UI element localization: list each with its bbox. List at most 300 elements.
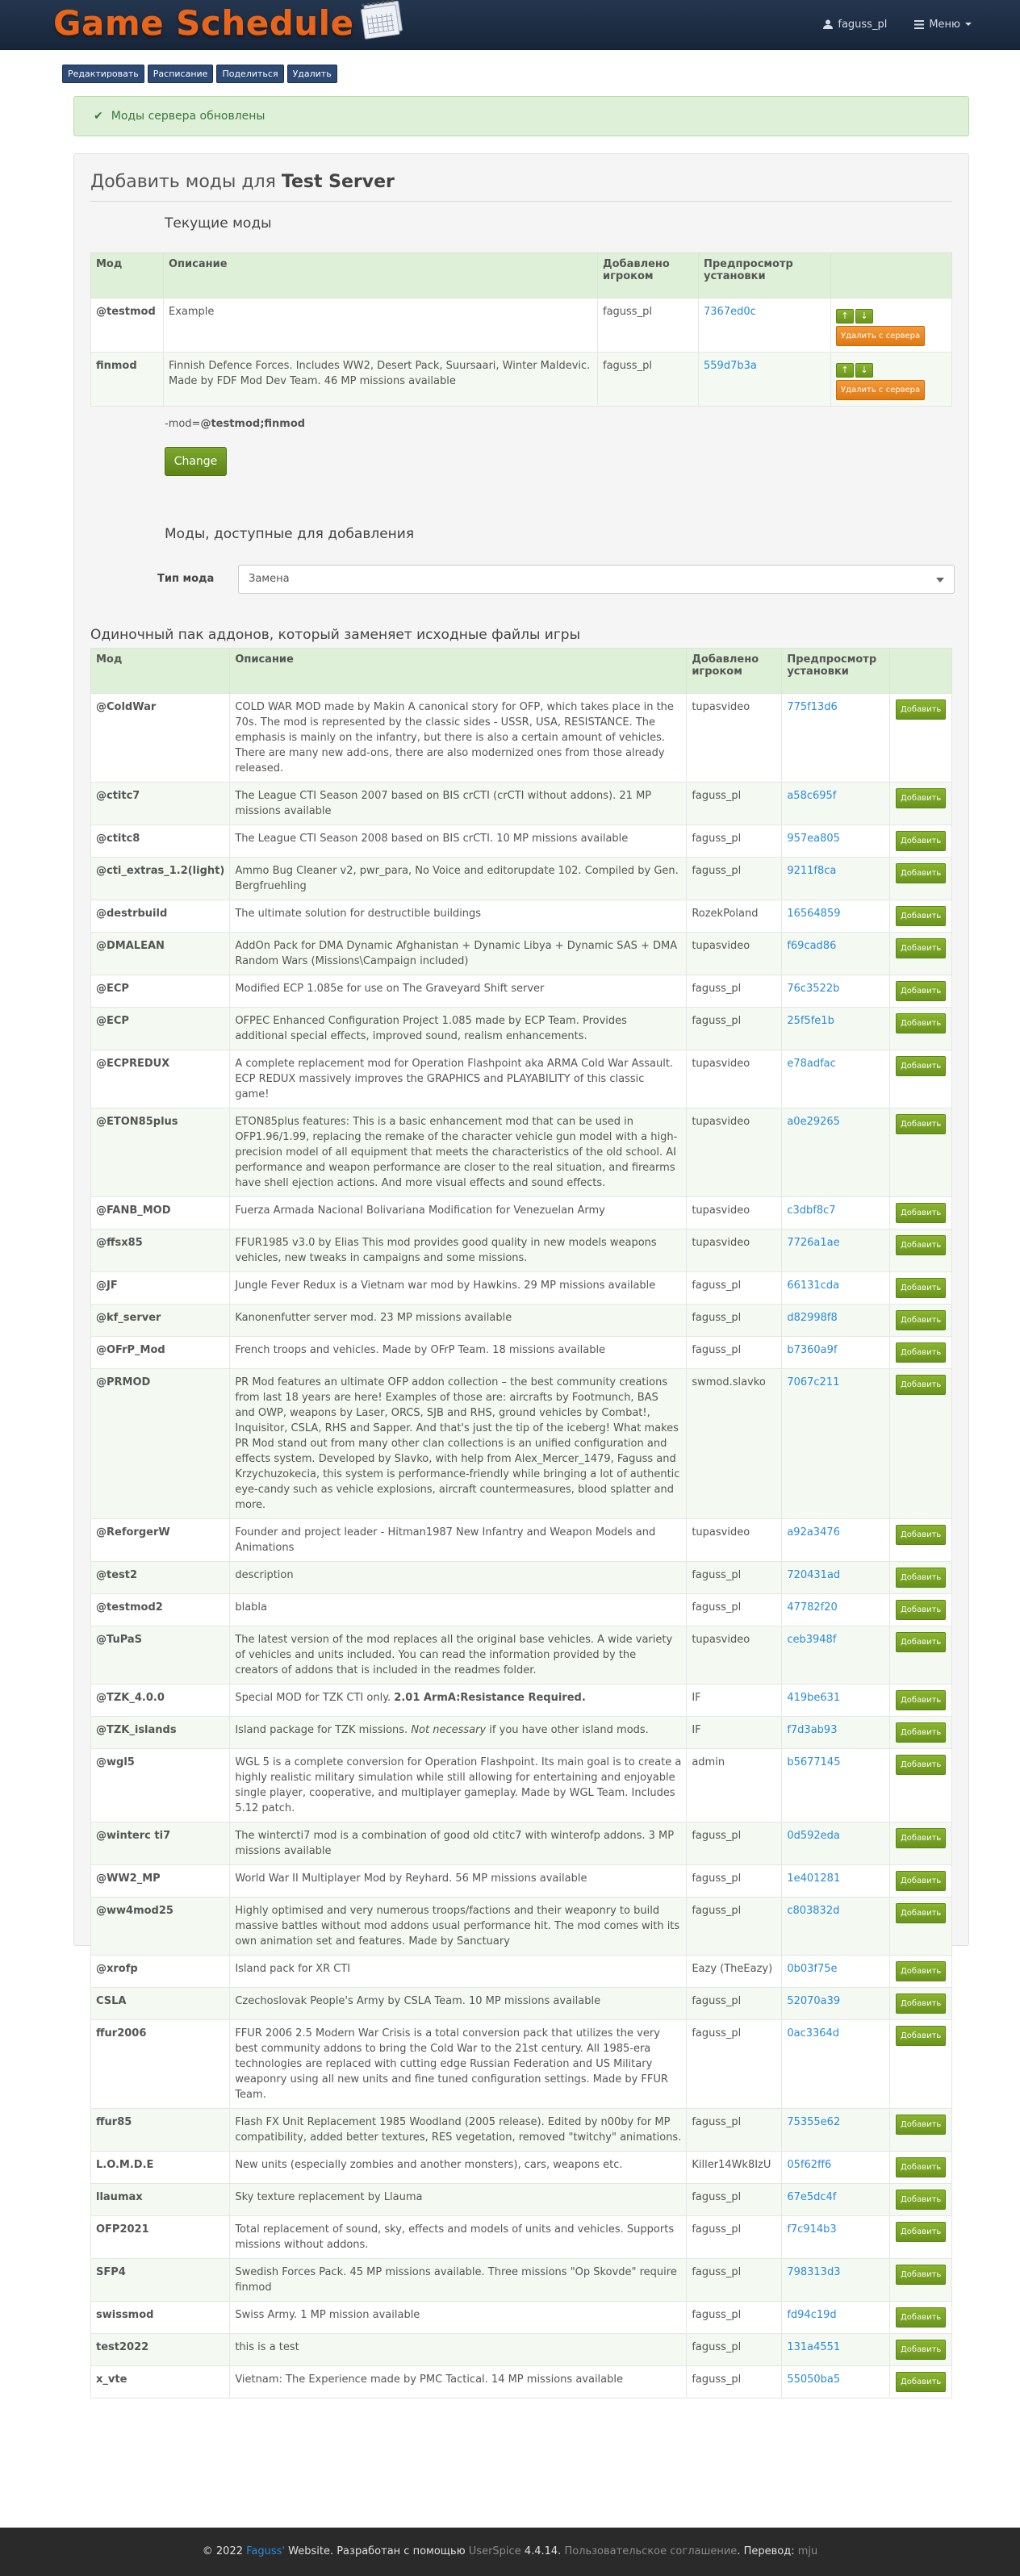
current-mods-table-wrap (90, 253, 952, 407)
add-mod-button[interactable]: Добавить (896, 1114, 946, 1134)
add-mod-button[interactable]: Добавить (896, 2340, 946, 2360)
col-mod: Мод (91, 649, 230, 694)
add-mod-button[interactable]: Добавить (896, 1722, 946, 1743)
add-mod-button[interactable]: Добавить (896, 1828, 946, 1848)
add-mod-button[interactable]: Добавить (896, 1632, 946, 1652)
mod-preview (782, 1305, 890, 1337)
mod-added-by: tupasvideo (687, 694, 782, 783)
mod-actions (890, 1337, 952, 1369)
add-mod-button[interactable]: Добавить (896, 699, 946, 720)
mod-added-by: Eazy (TheEazy) (687, 1956, 782, 1988)
preview-link[interactable]: 7726a1ae (787, 1237, 840, 1249)
add-mod-button[interactable]: Добавить (896, 2190, 946, 2210)
mod-name: SFP4 (91, 2259, 230, 2302)
mod-added-by: faguss_pl (687, 2366, 782, 2399)
remove-from-server-button[interactable]: Удалить с сервера (836, 380, 925, 400)
mod-preview (782, 825, 890, 858)
add-mod-button[interactable]: Добавить (896, 1235, 946, 1255)
available-mod-row (91, 783, 952, 825)
caret-down-icon (965, 23, 972, 26)
mod-actions (890, 2302, 952, 2334)
mod-description: The League CTI Season 2007 based on BIS crCTI (crCTI without addons). 21 MP missions available (230, 783, 687, 825)
preview-link[interactable]: ceb3948f (787, 1634, 837, 1646)
add-mod-button[interactable]: Добавить (896, 1342, 946, 1363)
mod-preview (782, 1050, 890, 1108)
mod-added-by: faguss_pl (687, 2259, 782, 2302)
mod-preview (782, 2152, 890, 2184)
add-mod-button[interactable]: Добавить (896, 831, 946, 851)
col-desc: Описание (230, 649, 687, 694)
preview-link[interactable]: 05f62ff6 (787, 2159, 832, 2171)
mod-actions (890, 2020, 952, 2109)
available-mod-row (91, 1050, 952, 1108)
mod-name: @WW2_MP (91, 1865, 230, 1898)
alert-text: Моды сервера обновлены (111, 110, 265, 123)
add-mod-button[interactable]: Добавить (896, 788, 946, 808)
username[interactable]: faguss_pl (838, 18, 888, 31)
add-mod-button[interactable]: Добавить (896, 1994, 946, 2014)
mod-actions (890, 2259, 952, 2302)
available-mod-row (91, 694, 952, 783)
mod-preview (782, 975, 890, 1008)
available-mod-row (91, 2184, 952, 2216)
mod-actions (890, 1822, 952, 1865)
add-mod-button[interactable]: Добавить (896, 1903, 946, 1923)
mod-added-by: IF (687, 1717, 782, 1749)
available-mod-row (91, 2020, 952, 2109)
preview-link[interactable]: b5677145 (787, 1756, 841, 1768)
mod-preview (782, 2366, 890, 2399)
toolbar (62, 65, 337, 83)
available-mod-row (91, 1519, 952, 1562)
preview-link[interactable]: e78adfac (787, 1058, 836, 1070)
available-mod-row (91, 1626, 952, 1685)
preview-link[interactable]: 419be631 (787, 1692, 841, 1704)
add-mod-button[interactable]: Добавить (896, 1525, 946, 1545)
mod-name: llaumax (91, 2184, 230, 2216)
mod-description: this is a test (230, 2334, 687, 2366)
move-up-button[interactable]: ↑ (836, 309, 854, 324)
col-mod: Мод (91, 253, 164, 299)
user-icon (823, 19, 833, 29)
current-mods-table (90, 253, 952, 407)
mod-added-by: faguss_pl (687, 825, 782, 858)
mod-actions (890, 975, 952, 1008)
mod-actions (890, 1717, 952, 1749)
preview-link[interactable]: 720431ad (787, 1569, 841, 1581)
mod-added-by: faguss_pl (598, 353, 699, 407)
add-mod-button[interactable]: Добавить (896, 2222, 946, 2242)
mod-description: Finnish Defence Forces. Includes WW2, Desert Pack, Suursaari, Winter Maldevic. Made by FDF Mod Dev Team. 46 MP missions available (164, 353, 598, 407)
available-mod-row (91, 1562, 952, 1594)
add-mod-button[interactable]: Добавить (896, 906, 946, 926)
mod-added-by: faguss_pl (687, 975, 782, 1008)
mod-description: Kanonenfutter server mod. 23 MP missions available (230, 1305, 687, 1337)
preview-link[interactable]: a92a3476 (787, 1526, 840, 1539)
mod-description: Founder and project leader - Hitman1987 New Infantry and Weapon Models and Animations (230, 1519, 687, 1562)
mod-preview (782, 2020, 890, 2109)
mod-actions (890, 2366, 952, 2399)
preview-link[interactable]: 25f5fe1b (787, 1015, 834, 1027)
mod-added-by: faguss_pl (687, 2020, 782, 2109)
preview-link[interactable]: b7360a9f (787, 1344, 838, 1356)
mod-description: Sky texture replacement by Llauma (230, 2184, 687, 2216)
available-mod-row (91, 2334, 952, 2366)
available-mod-row (91, 1337, 952, 1369)
add-mod-button[interactable]: Добавить (896, 2026, 946, 2046)
mod-description: ETON85plus features: This is a basic enhancement mod that can be used in OFP1.96/1.99, replacing the remake of the character vehicle gun model with a high-precision model of all equipment that meets the characteristics of the old school. AI performance and weapon performance are closer to the real situation, and firearms have shell ejection actions. And more visual effects and sound effects. (230, 1108, 687, 1197)
mod-actions (890, 1749, 952, 1822)
available-mod-row (91, 2216, 952, 2259)
preview-link[interactable]: 0b03f75e (787, 1963, 838, 1975)
mod-description: FFUR1985 v3.0 by Elias This mod provides good quality in new models weapons vehicles, new tweaks in campaigns and some missions. (230, 1230, 687, 1272)
add-mod-button[interactable]: Добавить (896, 2372, 946, 2392)
add-mod-button[interactable]: Добавить (896, 1375, 946, 1395)
pack-heading: Одиночный пак аддонов, который заменяет исходные файлы игры (90, 627, 580, 643)
mod-description: Example (164, 299, 598, 353)
panel-title: Добавить моды для Test Server (90, 172, 395, 192)
mod-added-by: faguss_pl (687, 858, 782, 900)
mod-name: @ffsx85 (91, 1230, 230, 1272)
preview-link[interactable]: 131a4551 (787, 2341, 841, 2353)
mod-preview (782, 2259, 890, 2302)
check-icon: ✔ (94, 110, 103, 123)
mod-name: ffur85 (91, 2109, 230, 2152)
mod-preview (782, 858, 890, 900)
add-mod-button[interactable]: Добавить (896, 2157, 946, 2177)
preview-link[interactable]: 55050ba5 (787, 2374, 841, 2386)
mod-name: @testmod (91, 299, 164, 353)
mod-added-by: faguss_pl (687, 1865, 782, 1898)
hamburger-icon (914, 20, 924, 29)
add-mod-button[interactable]: Добавить (896, 981, 946, 1001)
preview-link[interactable]: 67e5dc4f (787, 2191, 837, 2203)
preview-link[interactable]: 775f13d6 (787, 701, 838, 713)
mod-name: swissmod (91, 2302, 230, 2334)
chevron-down-icon (936, 578, 944, 582)
mod-name: finmod (91, 353, 164, 407)
mod-name: test2022 (91, 2334, 230, 2366)
mod-preview (782, 1562, 890, 1594)
mod-actions (890, 1108, 952, 1197)
mod-name: @testmod2 (91, 1594, 230, 1626)
preview-link[interactable]: 66131cda (787, 1280, 840, 1292)
main-menu[interactable] (914, 19, 972, 31)
mod-preview (782, 1369, 890, 1519)
modline: -mod=@testmod;finmod (165, 418, 306, 430)
mod-name: @OFrP_Mod (91, 1337, 230, 1369)
mod-name: @wgl5 (91, 1749, 230, 1822)
mod-name: @ctitc7 (91, 783, 230, 825)
preview-link[interactable]: a0e29265 (787, 1116, 840, 1128)
brand-logo[interactable] (53, 2, 403, 44)
mod-preview (782, 2302, 890, 2334)
mod-preview (782, 1898, 890, 1956)
mod-added-by: faguss_pl (687, 1337, 782, 1369)
mod-actions (890, 1272, 952, 1305)
col-preview: Предпросмотр установки (782, 649, 890, 694)
mod-name: @kf_server (91, 1305, 230, 1337)
preview-link[interactable]: 0d592eda (787, 1830, 840, 1842)
preview-link[interactable]: c3dbf8c7 (787, 1204, 836, 1217)
mod-name: L.O.M.D.E (91, 2152, 230, 2184)
preview-link[interactable]: 16564859 (787, 908, 841, 920)
mod-preview (782, 1337, 890, 1369)
navbar (0, 0, 1020, 50)
available-mod-row (91, 2259, 952, 2302)
mod-preview (782, 1108, 890, 1197)
mod-description: WGL 5 is a complete conversion for Operation Flashpoint. Its main goal is to create a highly realistic military simulation while still allowing for entertaining and enjoyable single player, cooperative, and multiplayer gameplay. Made by WGL Team. Includes 5.12 patch. (230, 1749, 687, 1822)
preview-link[interactable]: a58c695f (787, 790, 837, 802)
userspice-link[interactable]: UserSpice (468, 2545, 521, 2557)
available-mod-row (91, 1988, 952, 2020)
menu-label[interactable]: Меню (929, 18, 960, 31)
mod-actions (890, 933, 952, 975)
add-mod-button[interactable]: Добавить (896, 1755, 946, 1775)
move-down-button[interactable]: ↓ (855, 309, 873, 324)
mod-added-by: tupasvideo (687, 1626, 782, 1685)
mod-added-by: faguss_pl (687, 1562, 782, 1594)
mod-type-select[interactable]: Замена (238, 565, 955, 594)
add-mod-button[interactable]: Добавить (896, 938, 946, 958)
mod-name: @test2 (91, 1562, 230, 1594)
terms-link[interactable]: Пользовательское соглашение (564, 2545, 738, 2557)
mod-description: description (230, 1562, 687, 1594)
mod-name: @FANB_MOD (91, 1197, 230, 1230)
mod-added-by: faguss_pl (687, 1272, 782, 1305)
mod-description: French troops and vehicles. Made by OFrP Team. 18 missions available (230, 1337, 687, 1369)
move-down-button[interactable]: ↓ (855, 363, 873, 378)
mod-description: PR Mod features an ultimate OFP addon collection – the best community creations from last 18 years are here! Examples of those are: aircrafts by Footmunch, BAS and OWP, weapons by Laser, ORCS, SJB and RHS, ground vehicles by Combat!, Inquisitor, CSLA, RHS and Sapper. And that's just the tip of the iceberg! What makes PR Mod stand out from many other clan collections is an unified configuration and effects system. Developed by Slavko, with help from Alex_Mercer_1479, Faguss and Krzychuzokecia, this system is performance-friendly while bringing a lot of authentic eye-candy such as vehicle explosions, aircraft countermeasures, blood splatter and more. (230, 1369, 687, 1519)
mod-actions (831, 353, 952, 407)
mod-description: A complete replacement mod for Operation Flashpoint aka ARMA Cold War Assault. ECP REDUX massively improves the GRAPHICS and PLAYABILITY of this classic game! (230, 1050, 687, 1108)
mod-type-label: Тип мода (157, 573, 215, 585)
mod-description: OFPEC Enhanced Configuration Project 1.085 made by ECP Team. Provides additional special effects, improved sound, realism enhancements. (230, 1008, 687, 1050)
mod-actions (890, 1197, 952, 1230)
mod-preview (782, 2334, 890, 2366)
preview-link[interactable]: 1e401281 (787, 1873, 841, 1885)
mod-preview (782, 2184, 890, 2216)
mod-description: The ultimate solution for destructible buildings (230, 900, 687, 933)
add-mod-button[interactable]: Добавить (896, 1961, 946, 1981)
mod-name: @ECP (91, 1008, 230, 1050)
mod-actions (890, 900, 952, 933)
site-link[interactable]: Faguss' (246, 2545, 285, 2557)
preview-link[interactable]: 559d7b3a (704, 360, 757, 372)
available-mod-row (91, 1272, 952, 1305)
current-mods-heading: Текущие моды (165, 215, 272, 232)
mod-name: @ww4mod25 (91, 1898, 230, 1956)
preview-link[interactable]: 957ea805 (787, 833, 840, 845)
available-mod-row (91, 1956, 952, 1988)
mod-description: Flash FX Unit Replacement 1985 Woodland (2005 release). Edited by n00by for MP compatibility, added better textures, RES vegetation, removed "twitchy" animations. (230, 2109, 687, 2152)
mod-added-by: Killer14Wk8IzU (687, 2152, 782, 2184)
mod-actions (890, 858, 952, 900)
mod-added-by: faguss_pl (687, 1594, 782, 1626)
mod-name: @PRMOD (91, 1369, 230, 1519)
preview-link[interactable]: d82998f8 (787, 1312, 838, 1324)
add-mod-button[interactable]: Добавить (896, 1871, 946, 1891)
mod-description: blabla (230, 1594, 687, 1626)
success-alert (73, 96, 969, 136)
preview-link[interactable]: 798313d3 (787, 2266, 841, 2278)
mod-added-by: RozekPoland (687, 900, 782, 933)
mod-name: @ColdWar (91, 694, 230, 783)
mod-preview (782, 900, 890, 933)
preview-link[interactable]: c803832d (787, 1905, 840, 1917)
mod-description: Fuerza Armada Nacional Bolivariana Modification for Venezuelan Army (230, 1197, 687, 1230)
preview-link[interactable]: f7c914b3 (787, 2223, 837, 2236)
available-mod-row (91, 858, 952, 900)
mod-actions (890, 2334, 952, 2366)
available-mod-row (91, 1230, 952, 1272)
mod-added-by: faguss_pl (687, 1305, 782, 1337)
mod-added-by: faguss_pl (687, 1822, 782, 1865)
available-mod-row (91, 825, 952, 858)
mod-description: Czechoslovak People's Army by CSLA Team. 10 MP missions available (230, 1988, 687, 2020)
preview-link[interactable]: 76c3522b (787, 983, 840, 995)
mod-description: AddOn Pack for DMA Dynamic Afghanistan + Dynamic Libya + Dynamic SAS + DMA Random Wars (Missions\Campaign included) (230, 933, 687, 975)
available-mod-row (91, 2302, 952, 2334)
mod-added-by: faguss_pl (687, 2334, 782, 2366)
preview-link[interactable]: fd94c19d (787, 2309, 837, 2321)
mod-description: Swedish Forces Pack. 45 MP missions available. Three missions "Op Skovde" require finmod (230, 2259, 687, 2302)
col-preview: Предпросмотр установки (699, 253, 831, 299)
change-button[interactable]: Change (165, 447, 227, 476)
mod-actions (890, 1988, 952, 2020)
add-mod-button[interactable]: Добавить (896, 1056, 946, 1076)
add-mod-button[interactable]: Добавить (896, 1568, 946, 1588)
preview-link[interactable]: 75355e62 (787, 2116, 841, 2128)
available-mod-row (91, 2109, 952, 2152)
mod-preview (699, 299, 831, 353)
mod-actions (890, 694, 952, 783)
add-mod-button[interactable]: Добавить (896, 2115, 946, 2135)
mod-added-by: admin (687, 1749, 782, 1822)
mod-preview (782, 1230, 890, 1272)
add-mod-button[interactable]: Добавить (896, 2307, 946, 2328)
mod-name: @cti_extras_1.2(light) (91, 858, 230, 900)
mod-name: @ReforgerW (91, 1519, 230, 1562)
available-mods-heading: Моды, доступные для добавления (165, 526, 415, 542)
mod-actions (890, 1369, 952, 1519)
mod-name: @winterc ti7 (91, 1822, 230, 1865)
mod-actions (890, 1956, 952, 1988)
preview-link[interactable]: 0ac3364d (787, 2027, 840, 2040)
add-mod-button[interactable]: Добавить (896, 2265, 946, 2285)
mod-name: @ETON85plus (91, 1108, 230, 1197)
mod-added-by: faguss_pl (598, 299, 699, 353)
mod-name: @ECPREDUX (91, 1050, 230, 1108)
mod-actions (890, 1519, 952, 1562)
mod-actions (831, 299, 952, 353)
mod-added-by: tupasvideo (687, 933, 782, 975)
remove-from-server-button[interactable]: Удалить с сервера (836, 326, 925, 346)
mod-name: OFP2021 (91, 2216, 230, 2259)
mod-preview (782, 1685, 890, 1717)
mod-description: New units (especially zombies and another monsters), cars, weapons etc. (230, 2152, 687, 2184)
preview-link[interactable]: f69cad86 (787, 940, 837, 952)
available-mod-row (91, 2152, 952, 2184)
add-mod-button[interactable]: Добавить (896, 1203, 946, 1223)
mod-preview (782, 2109, 890, 2152)
add-mod-button[interactable]: Добавить (896, 1600, 946, 1620)
preview-link[interactable]: f7d3ab93 (787, 1724, 838, 1736)
preview-link[interactable]: 9211f8ca (787, 865, 837, 877)
available-mod-row (91, 1865, 952, 1898)
preview-link[interactable]: 7367ed0c (704, 306, 756, 318)
preview-link[interactable]: 52070a39 (787, 1995, 841, 2007)
available-mod-row (91, 1749, 952, 1822)
available-mod-row (91, 1822, 952, 1865)
user-menu[interactable] (823, 19, 887, 31)
available-mod-row (91, 1717, 952, 1749)
current-mod-row (91, 299, 952, 353)
mod-actions (890, 783, 952, 825)
mod-description: Jungle Fever Redux is a Vietnam war mod by Hawkins. 29 MP missions available (230, 1272, 687, 1305)
mod-preview (782, 694, 890, 783)
mod-actions (890, 1230, 952, 1272)
share-button[interactable]: Поделиться (216, 65, 283, 83)
translator-link[interactable]: mju (797, 2545, 818, 2557)
available-mod-row (91, 1369, 952, 1519)
add-mod-button[interactable]: Добавить (896, 863, 946, 883)
col-actions (890, 649, 952, 694)
mod-added-by: IF (687, 1685, 782, 1717)
mod-name: @xrofp (91, 1956, 230, 1988)
mod-preview (782, 1749, 890, 1822)
available-mods-table-wrap (90, 648, 952, 2399)
mod-actions (890, 1050, 952, 1108)
calendar-icon (354, 0, 404, 44)
mod-name: ffur2006 (91, 2020, 230, 2109)
mod-actions (890, 1898, 952, 1956)
mod-description: Island package for TZK missions. Not necessary if you have other island mods. (230, 1717, 687, 1749)
current-mod-row (91, 353, 952, 407)
mod-added-by: faguss_pl (687, 783, 782, 825)
available-mod-row (91, 933, 952, 975)
available-mod-row (91, 1197, 952, 1230)
mod-description: Swiss Army. 1 MP mission available (230, 2302, 687, 2334)
col-added: Добавлено игроком (598, 253, 699, 299)
schedule-button[interactable]: Расписание (148, 65, 214, 83)
move-up-button[interactable]: ↑ (836, 363, 854, 378)
mod-description: The League CTI Season 2008 based on BIS crCTI. 10 MP missions available (230, 825, 687, 858)
preview-link[interactable]: 47782f20 (787, 1601, 838, 1614)
edit-button[interactable]: Редактировать (62, 65, 144, 83)
mod-preview (782, 1008, 890, 1050)
mod-description: Special MOD for TZK CTI only. 2.01 ArmA:Resistance Required. (230, 1685, 687, 1717)
add-mod-button[interactable]: Добавить (896, 1278, 946, 1298)
add-mod-button[interactable]: Добавить (896, 1013, 946, 1033)
mod-actions (890, 2152, 952, 2184)
mod-added-by: faguss_pl (687, 2216, 782, 2259)
delete-button[interactable]: Удалить (287, 65, 337, 83)
mod-name: @ctitc8 (91, 825, 230, 858)
available-mod-row (91, 1305, 952, 1337)
add-mod-button[interactable]: Добавить (896, 1310, 946, 1330)
brand-title[interactable]: Game Schedule (53, 3, 354, 43)
preview-link[interactable]: 7067c211 (787, 1376, 840, 1388)
add-mod-button[interactable]: Добавить (896, 1690, 946, 1710)
mod-name: @destrbuild (91, 900, 230, 933)
mod-description: Highly optimised and very numerous troops/factions and their weaponry to build massive battles without mod addons usual performance hit. The mod comes with its own animation set and features. Made by Sanctuary (230, 1898, 687, 1956)
available-mods-table (90, 648, 952, 2399)
mod-description: The wintercti7 mod is a combination of good old ctitc7 with winterofp addons. 3 MP missions available (230, 1822, 687, 1865)
mod-actions (890, 2109, 952, 2152)
available-mod-row (91, 1898, 952, 1956)
available-mod-row (91, 1594, 952, 1626)
